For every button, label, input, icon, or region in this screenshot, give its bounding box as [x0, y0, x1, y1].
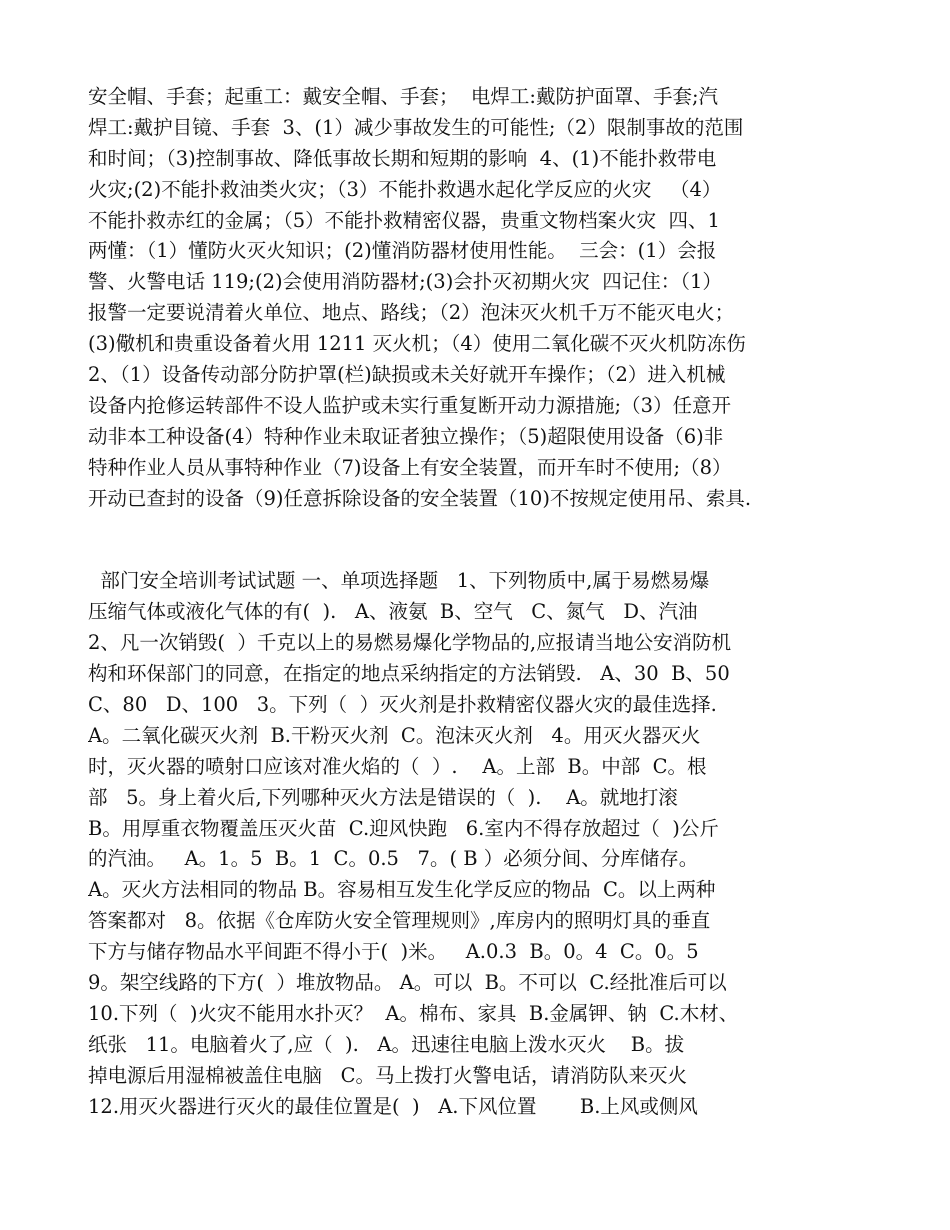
text-line: 火灾;(2)不能扑救油类火灾；（3）不能扑救遇水起化学反应的火灾 （4） — [88, 177, 722, 201]
text-line: A。灭火方法相同的物品 B。容易相互发生化学反应的物品 C。以上两种 — [88, 878, 716, 902]
text-line: 纸张 11。电脑着火了,应（ ). A。迅速往电脑上泼水灭火 B。拔 — [88, 1032, 685, 1056]
exam-questions-block — [88, 566, 868, 1122]
document-page — [88, 82, 868, 1123]
text-line: 焊工:戴护目镜、手套 3、(1）减少事故发生的可能性;（2）限制事故的范围 — [88, 115, 744, 139]
text-line: 时，灭火器的喷射口应该对准火焰的（ ）. A。上部 B。中部 C。根 — [88, 754, 707, 778]
text-line: A。二氧化碳灭火剂 B.干粉灭火剂 C。泡沫灭火剂 4。用灭火器灭火 — [88, 723, 701, 747]
text-line: 答案都对 8。依据《仓库防火安全管理规则》,库房内的照明灯具的垂直 — [88, 909, 711, 933]
text-line: C、80 D、100 3。下列（ ）灭火剂是扑救精密仪器火灾的最佳选择. — [88, 693, 717, 717]
text-line: 2、凡一次销毁( ）千克以上的易燃易爆化学物品的,应报请当地公安消防机 — [88, 631, 732, 655]
answer-text-block — [88, 82, 868, 514]
text-line: 部门安全培训考试试题 一、单项选择题 1、下列物质中,属于易燃易爆 — [88, 569, 710, 593]
text-line: 特种作业人员从事特种作业（7)设备上有安全装置，而开车时不使用;（8） — [88, 455, 732, 479]
text-line: 警、火警电话 119;(2)会使用消防器材;(3)会扑灭初期火灾 四记住：（1） — [88, 270, 722, 294]
text-line: 设备内抢修运转部件不设人监护或未实行重复断开动力源措施;（3）任意开 — [88, 393, 731, 417]
text-line: 两懂：（1）懂防火灭火知识；(2)懂消防器材使用性能。 三会：(1）会报 — [88, 239, 717, 263]
text-line: 不能扑救赤红的金属；（5）不能扑救精密仪器，贵重文物档案火灾 四、1 — [88, 208, 720, 232]
text-line: 构和环保部门的同意，在指定的地点采纳指定的方法销毁. A、30 B、50 — [88, 662, 730, 686]
text-line: 压缩气体或液化气体的有( ). A、液氨 B、空气 C、氮气 D、汽油 — [88, 600, 698, 624]
text-line: 部 5。身上着火后,下列哪种灭火方法是错误的（ ). A。就地打滚 — [88, 785, 678, 809]
text-line: 9。架空线路的下方( ）堆放物品。 A。可以 B。不可以 C.经批准后可以 — [88, 971, 727, 995]
text-line: 12.用灭火器进行灭火的最佳位置是( ) A.下风位置 B.上风或侧风 — [88, 1094, 698, 1118]
text-line: 报警一定要说清着火单位、地点、路线；（2）泡沫灭火机千万不能灭电火； — [88, 301, 735, 325]
text-line: (3)儆机和贵重设备着火用 1211 灭火机；（4）使用二氧化碳不灭火机防冻伤 — [88, 332, 746, 356]
text-line: 下方与储存物品水平间距不得小于( )米。 A.0.3 B。0。4 C。0。5 — [88, 940, 699, 964]
text-line: 掉电源后用湿棉被盖住电脑 C。马上拨打火警电话，请消防队来灭火 — [88, 1063, 688, 1087]
text-line: 2、（1）设备传动部分防护罩(栏)缺损或未关好就开车操作；（2）进入机械 — [88, 363, 726, 387]
text-line: 和时间；（3)控制事故、降低事故长期和短期的影响 4、(1)不能扑救带电 — [88, 146, 717, 170]
text-line: 安全帽、手套；起重工：戴安全帽、手套； 电焊工:戴防护面罩、手套;汽 — [88, 85, 719, 108]
paragraph-gap — [88, 514, 868, 566]
text-line: 10.下列（ )火灾不能用水扑灭？ A。棉布、家具 B.金属钾、钠 C.木材、 — [88, 1001, 739, 1025]
text-line: B。用厚重衣物覆盖压灭火苗 C.迎风快跑 6.室内不得存放超过（ )公斤 — [88, 816, 719, 840]
text-line: 动非本工种设备(4）特种作业未取证者独立操作；（5)超限使用设备（6)非 — [88, 424, 724, 448]
text-line: 的汽油。 A。1。5 B。1 C。0.5 7。( B ）必须分间、分库储存。 — [88, 847, 699, 871]
text-line: 开动已查封的设备（9)任意拆除设备的安全装置（10)不按规定使用吊、索具. — [88, 486, 752, 510]
